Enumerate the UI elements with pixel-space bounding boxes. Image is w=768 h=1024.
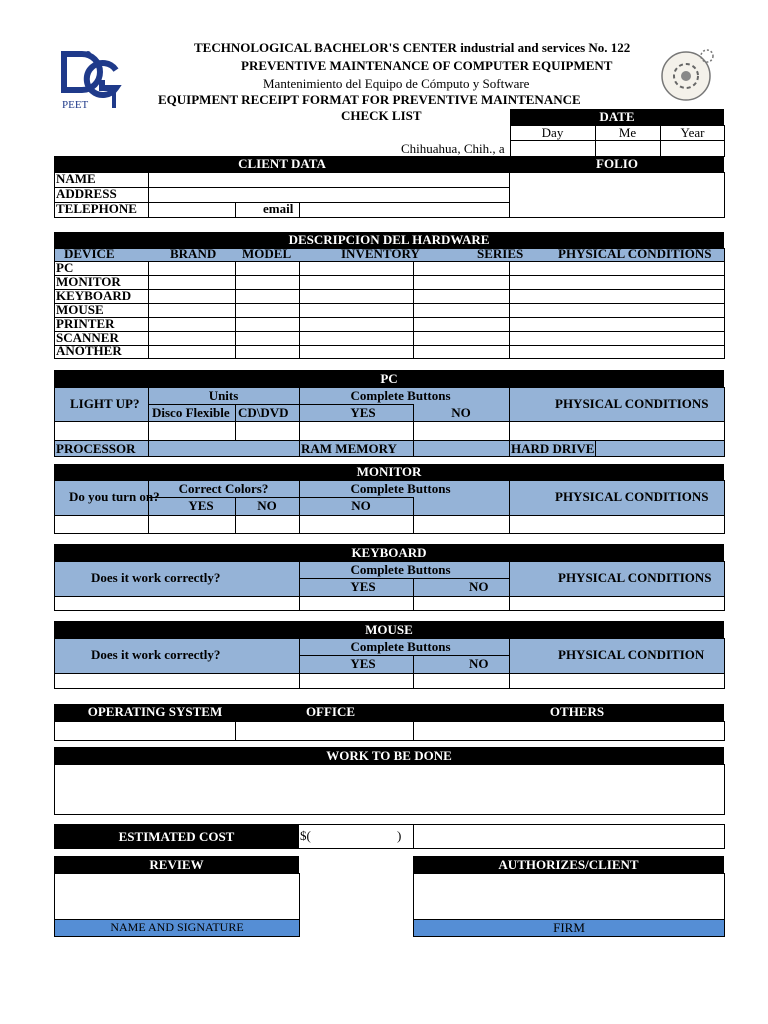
logo-text: PEET bbox=[62, 99, 89, 111]
monitor-header: MONITOR bbox=[54, 464, 724, 480]
monitor-no: NO bbox=[257, 498, 277, 513]
folio-header: FOLIO bbox=[510, 156, 724, 172]
hardware-header: DESCRIPCION DEL HARDWARE bbox=[54, 232, 724, 248]
work-header: WORK TO BE DONE bbox=[54, 747, 724, 764]
col-physical-conditions: PHYSICAL CONDITIONS bbox=[558, 246, 712, 261]
col-series: SERIES bbox=[477, 246, 524, 261]
keyboard-header: KEYBOARD bbox=[54, 544, 724, 561]
row-mouse: MOUSE bbox=[56, 302, 104, 317]
telephone-label: TELEPHONE bbox=[56, 201, 137, 216]
folio-field[interactable] bbox=[509, 172, 725, 218]
address-field[interactable] bbox=[149, 188, 509, 201]
office-label: OFFICE bbox=[305, 704, 356, 719]
col-device: DEVICE bbox=[64, 246, 115, 261]
monitor-yes: YES bbox=[188, 498, 214, 513]
col-inventory: INVENTORY bbox=[341, 246, 420, 261]
school-title: TECHNOLOGICAL BACHELOR'S CENTER industrial and services No. 122 bbox=[194, 40, 631, 55]
row-keyboard: KEYBOARD bbox=[56, 288, 132, 303]
mouse-works: Does it work correctly? bbox=[91, 647, 221, 662]
col-brand: BRAND bbox=[170, 246, 217, 261]
pc-floppy: Disco Flexible bbox=[152, 405, 230, 420]
name-field[interactable] bbox=[149, 173, 509, 186]
name-label: NAME bbox=[56, 171, 96, 186]
date-year-label: Year bbox=[680, 125, 705, 140]
mouse-no: NO bbox=[469, 656, 489, 671]
keyboard-yes: YES bbox=[350, 579, 376, 594]
review-header: REVIEW bbox=[54, 856, 299, 873]
pc-complete-buttons: Complete Buttons bbox=[350, 388, 451, 403]
pc-no: NO bbox=[451, 405, 471, 420]
os-label: OPERATING SYSTEM bbox=[87, 704, 223, 719]
pc-ram: RAM MEMORY bbox=[301, 441, 397, 456]
os-field[interactable] bbox=[55, 722, 234, 740]
date-month-label: Me bbox=[618, 125, 637, 140]
place-label: Chihuahua, Chih., a bbox=[401, 141, 505, 156]
form-title: EQUIPMENT RECEIPT FORMAT FOR PREVENTIVE MAINTENANCE bbox=[158, 92, 581, 107]
monitor-turn-on: Do you turn on? bbox=[69, 489, 160, 504]
pc-physical-conditions: PHYSICAL CONDITIONS bbox=[555, 396, 709, 411]
pc-processor: PROCESSOR bbox=[56, 441, 136, 456]
mouse-physical-condition: PHYSICAL CONDITION bbox=[558, 647, 705, 662]
work-field[interactable] bbox=[54, 764, 725, 815]
col-model: MODEL bbox=[242, 246, 292, 261]
review-footer: NAME AND SIGNATURE bbox=[110, 920, 244, 934]
gear-seal-icon bbox=[655, 46, 717, 106]
address-label: ADDRESS bbox=[56, 186, 117, 201]
cost-suffix: ) bbox=[397, 828, 402, 843]
others-label: OTHERS bbox=[549, 704, 605, 719]
keyboard-complete-buttons: Complete Buttons bbox=[350, 562, 451, 577]
telephone-field[interactable] bbox=[149, 203, 234, 217]
mouse-complete-buttons: Complete Buttons bbox=[350, 639, 451, 654]
row-monitor: MONITOR bbox=[56, 274, 121, 289]
mouse-header: MOUSE bbox=[54, 621, 724, 638]
authorizes-footer: FIRM bbox=[553, 920, 585, 935]
monitor-buttons-no: NO bbox=[351, 498, 371, 513]
pc-yes: YES bbox=[350, 405, 376, 420]
others-field[interactable] bbox=[414, 722, 724, 740]
pc-units: Units bbox=[208, 388, 239, 403]
cost-prefix: $( bbox=[300, 828, 311, 843]
pc-header: PC bbox=[54, 370, 724, 387]
estimated-cost-label: ESTIMATED COST bbox=[54, 824, 299, 849]
monitor-complete-buttons: Complete Buttons bbox=[350, 481, 451, 496]
row-another: ANOTHER bbox=[56, 343, 122, 358]
keyboard-works: Does it work correctly? bbox=[91, 570, 221, 585]
keyboard-physical-conditions: PHYSICAL CONDITIONS bbox=[558, 570, 712, 585]
email-label: email bbox=[263, 201, 294, 216]
client-data-header: CLIENT DATA bbox=[54, 156, 510, 172]
row-pc: PC bbox=[56, 260, 74, 275]
row-scanner: SCANNER bbox=[56, 330, 119, 345]
monitor-correct-colors: Correct Colors? bbox=[178, 481, 269, 496]
pc-cd: CD\DVD bbox=[238, 405, 289, 420]
monitor-physical-conditions: PHYSICAL CONDITIONS bbox=[555, 489, 709, 504]
row-printer: PRINTER bbox=[56, 316, 115, 331]
date-day-label: Day bbox=[541, 125, 564, 140]
course-subtitle: Mantenimiento del Equipo de Cómputo y Software bbox=[263, 76, 530, 91]
email-field[interactable] bbox=[300, 203, 509, 217]
cost-extra-field[interactable] bbox=[413, 824, 725, 849]
pc-light-up: LIGHT UP? bbox=[70, 396, 140, 411]
keyboard-no: NO bbox=[469, 579, 489, 594]
authorizes-header: AUTHORIZES/CLIENT bbox=[413, 856, 724, 873]
form-subtitle: CHECK LIST bbox=[341, 108, 422, 123]
course-title: PREVENTIVE MAINTENANCE OF COMPUTER EQUIPMENT bbox=[241, 58, 613, 73]
office-field[interactable] bbox=[236, 722, 412, 740]
date-header: DATE bbox=[510, 109, 724, 125]
pc-hdd: HARD DRIVE bbox=[511, 441, 595, 456]
mouse-yes: YES bbox=[350, 656, 376, 671]
